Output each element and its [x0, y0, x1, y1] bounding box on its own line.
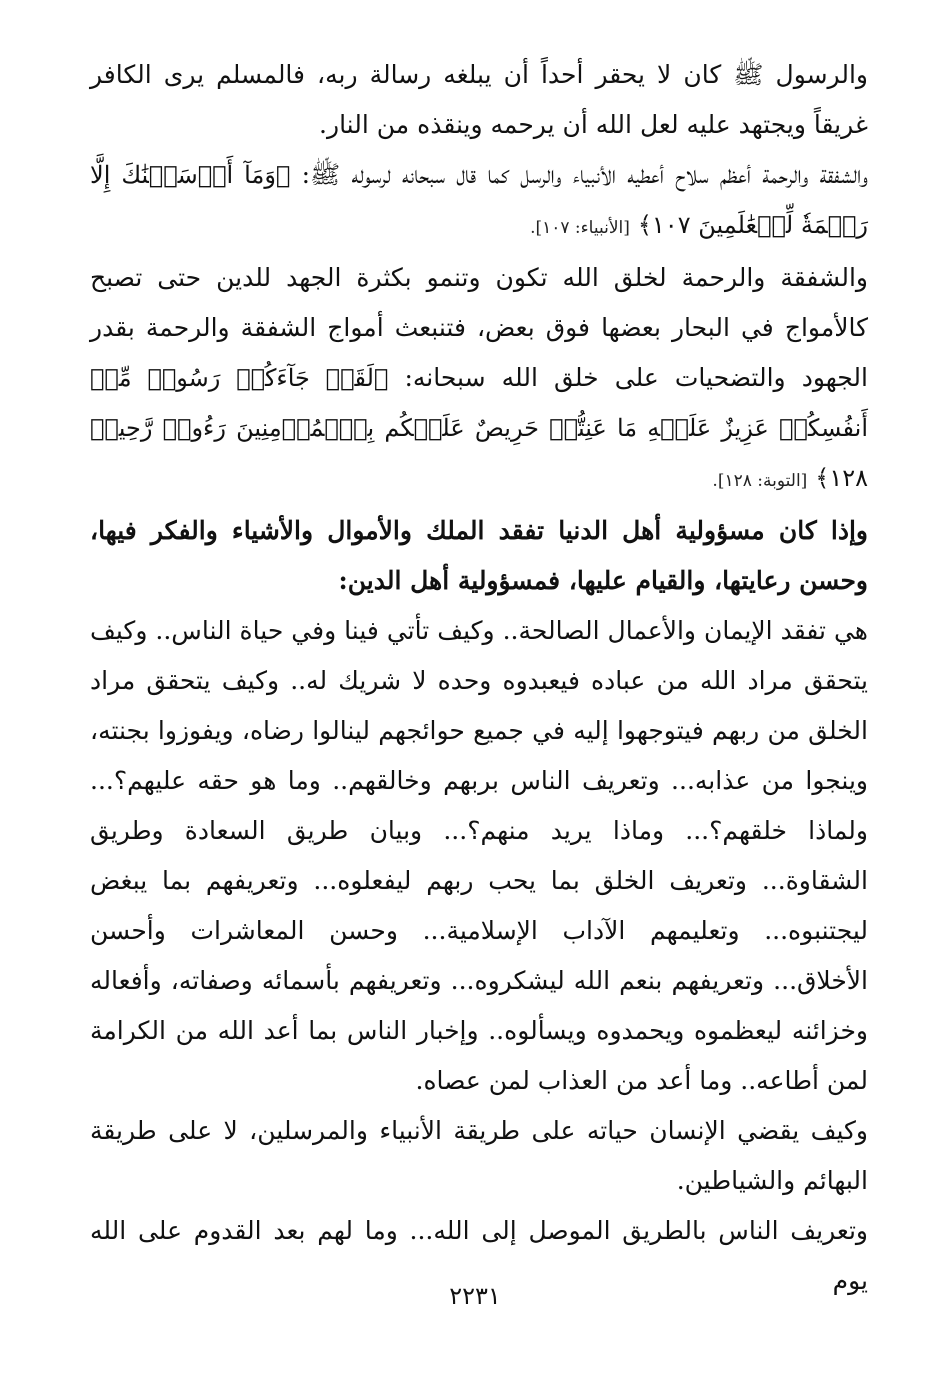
- verse-reference: [الأنبياء: ١٠٧].: [530, 218, 630, 238]
- paragraph-text: والشفقة والرحمة لخلق الله تكون وتنمو بكثرة الجهد للدين حتى تصبح كالأمواج في البحار بعضها فوق بعض، فتنبعث أمواج الشفقة والرحمة بقدر الجهود والتضحيات على خلق الله سبحانه:: [90, 263, 868, 392]
- paragraph-text: والرسول ﷺ كان لا يحقر أحداً أن يبلغه رسالة ربه، فالمسلم يرى الكافر غريقاً ويجتهد عليه لعل الله أن يرحمه وينقذه من النار.: [90, 60, 868, 139]
- paragraph-text: والشفقة والرحمة أعظم سلاح أعطيه الأنبياء والرسل كما قال سبحانه لرسوله ﷺ:: [301, 160, 868, 189]
- paragraph-text: وتعريف الناس بالطريق الموصل إلى الله... وما لهم بعد القدوم على الله يوم: [90, 1216, 868, 1295]
- verse-reference: [التوبة: ١٢٨].: [712, 471, 808, 491]
- paragraph: [90, 150, 868, 253]
- paragraph: [90, 606, 868, 1106]
- paragraph: [90, 1106, 868, 1206]
- paragraph-text: وكيف يقضي الإنسان حياته على طريقة الأنبياء والمرسلين، لا على طريقة البهائم والشياطين.: [90, 1116, 868, 1195]
- page-number: ٢٢٣١: [449, 1282, 501, 1310]
- quran-verse: ﴿وَمَآ أَرۡسَلۡنَٰكَ إِلَّا رَحۡمَةٗ لِّلۡعَٰلَمِينَ ١٠٧﴾: [90, 161, 868, 239]
- paragraph: [90, 50, 868, 150]
- bold-paragraph: [90, 506, 868, 606]
- paragraph-text: هي تفقد الإيمان والأعمال الصالحة.. وكيف تأتي فينا وفي حياة الناس.. وكيف يتحقق مراد الله من عباده فيعبدوه وحده لا شريك له.. وكيف يتحقق مراد الخلق من ربهم فيتوجهوا إليه في جميع حوائجهم لينالوا رضاه، ويفوزوا بجنته، وينجوا من عذابه... وتعريف الناس بربهم وخالقهم.. وما هو حقه عليهم؟... ولماذا خلقهم؟... وماذا يريد منهم؟... وبيان طريق السعادة وطريق الشقاوة... وتعريف الخلق بما يحب ربهم ليفعلوه... وتعريفهم بما يبغض ليجتنبوه... وتعليمهم الآداب الإسلامية... وحسن المعاشرات وأحسن الأخلاق... وتعريفهم بنعم الله ليشكروه... وتعريفهم بأسمائه وصفاته، وأفعاله وخزائنه ليعظموه ويحمدوه ويسألوه.. وإخبار الناس بما أعد الله من الكرامة لمن أطاعه.. وما أعد من العذاب لمن عصاه.: [90, 616, 868, 1095]
- page-body: [90, 50, 868, 1306]
- quran-verse: ﴿لَقَدۡ جَآءَكُمۡ رَسُولٞ مِّنۡ أَنفُسِكُمۡ عَزِيزٌ عَلَيۡهِ مَا عَنِتُّمۡ حَرِيصٌ عَلَيۡكُم بِٱلۡمُؤۡمِنِينَ رَءُوفٞ رَّحِيمٞ ١٢٨﴾: [90, 364, 868, 492]
- paragraph: [90, 253, 868, 506]
- paragraph-text: وإذا كان مسؤولية أهل الدنيا تفقد الملك والأموال والأشياء والفكر فيها، وحسن رعايتها، والقيام عليها، فمسؤولية أهل الدين:: [90, 516, 868, 595]
